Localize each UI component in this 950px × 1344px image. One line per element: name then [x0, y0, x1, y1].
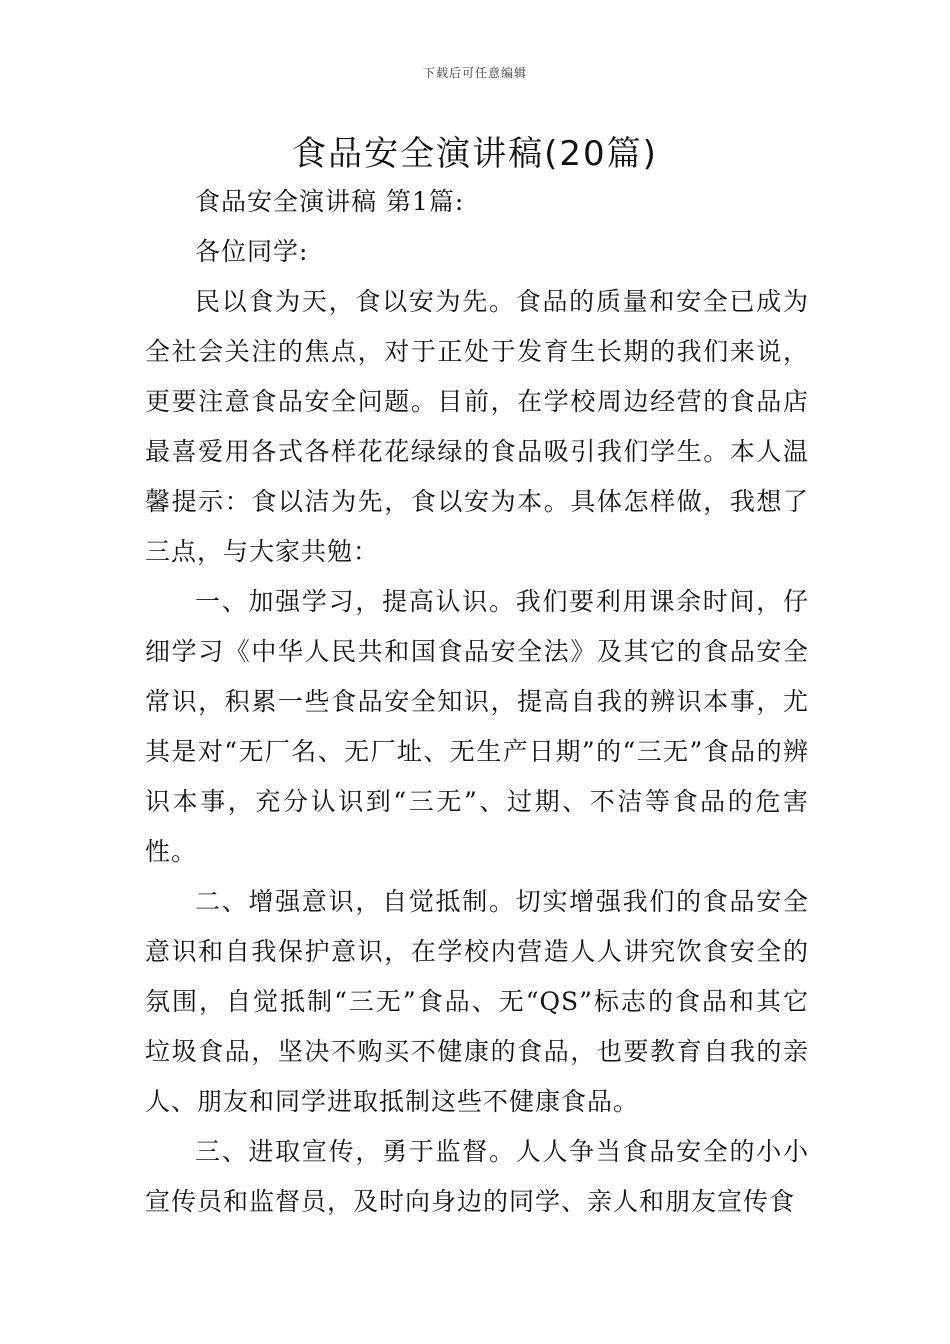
paragraph-intro: 民以食为天，食以安为先。食品的质量和安全已成为全社会关注的焦点，对于正处于发育生长期的我们来说，更要注意食品安全问题。目前，在学校周边经营的食品店最喜爱用各式各样花花绿绿的食品吸引我们学生。本人温馨提示：食以洁为先，食以安为本。具体怎样做，我想了三点，与大家共勉： [145, 287, 809, 566]
paragraph-point-two: 二、增强意识，自觉抵制。切实增强我们的食品安全意识和自我保护意识，在学校内营造人人讲究饮食安全的氛围，自觉抵制“三无”食品、无“QS”标志的食品和其它垃圾食品，坚决不购买不健康的食品，也要教育自我的亲人、朋友和同学进取抵制这些不健康食品。 [145, 887, 809, 1116]
paragraph-point-one: 一、加强学习，提高认识。我们要利用课余时间，仔细学习《中华人民共和国食品安全法》及其它的食品安全常识，积累一些食品安全知识，提高自我的辨识本事，尤其是对“无厂名、无厂址、无生产日期”的“三无”食品的辨识本事，充分认识到“三无”、过期、不洁等食品的危害性。 [145, 587, 809, 866]
header-note: 下载后可任意编辑 [422, 66, 527, 80]
paragraph-point-three: 三、进取宣传，勇于监督。人人争当食品安全的小小宣传员和监督员，及时向身边的同学、亲人和朋友宣传食 [145, 1137, 809, 1216]
document-body [145, 177, 809, 1227]
document-subtitle: 食品安全演讲稿 第1篇: [195, 187, 465, 216]
salutation: 各位同学: [195, 237, 309, 266]
document-title: 食品安全演讲稿(20篇) [292, 134, 658, 174]
